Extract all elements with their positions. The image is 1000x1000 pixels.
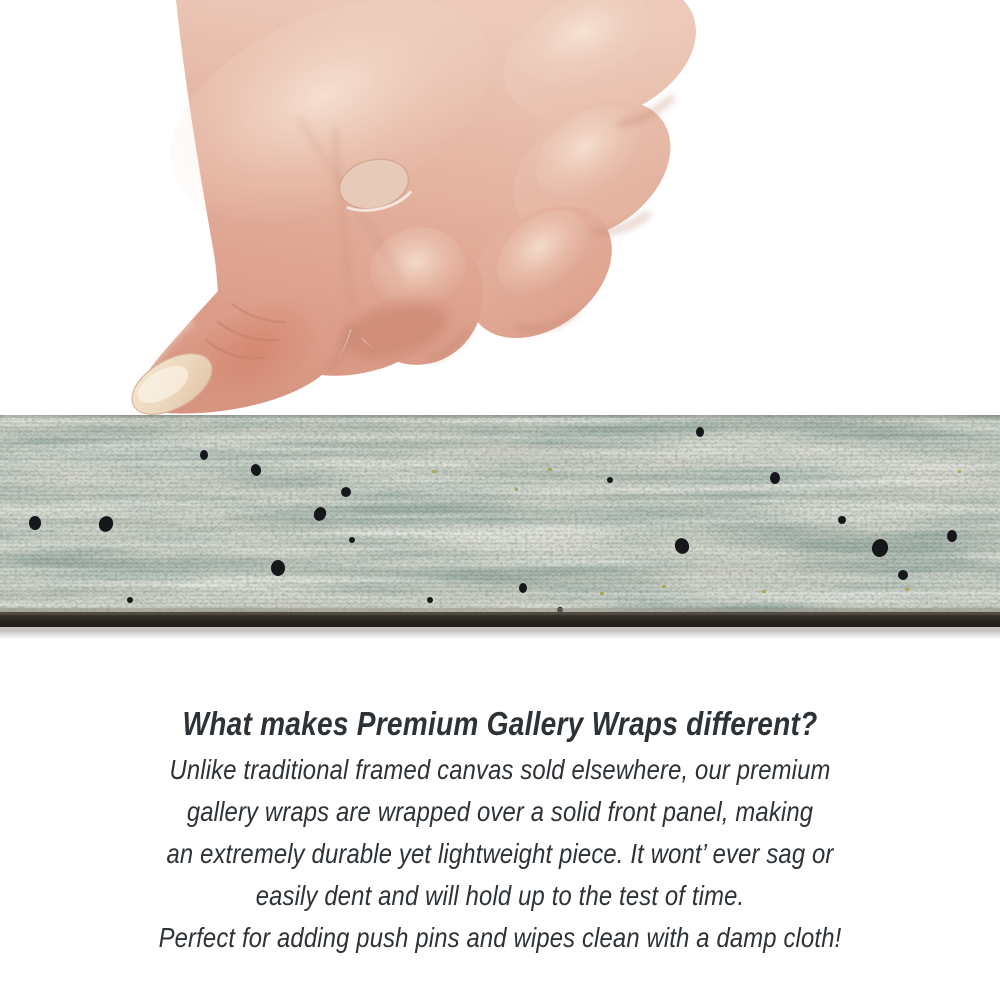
- canvas-texture: [0, 415, 1000, 613]
- hand-photo: [122, 0, 718, 427]
- canvas-edge: [0, 608, 1000, 639]
- info-body-line-4: easily dent and will hold up to the test of time.: [255, 880, 745, 911]
- info-body-line-3: an extremely durable yet lightweight piece. It wont’ ever sag or: [166, 838, 834, 869]
- info-body-line-1: Unlike traditional framed canvas sold elsewhere, our premium: [169, 754, 831, 785]
- info-body-line-5: Perfect for adding push pins and wipes clean with a damp cloth!: [158, 922, 842, 953]
- info-heading: What makes Premium Gallery Wraps different?: [182, 705, 818, 742]
- canvas-strip: [0, 415, 1000, 639]
- info-text-section: [75, 702, 925, 959]
- info-body-line-2: gallery wraps are wrapped over a solid front panel, making: [186, 796, 814, 827]
